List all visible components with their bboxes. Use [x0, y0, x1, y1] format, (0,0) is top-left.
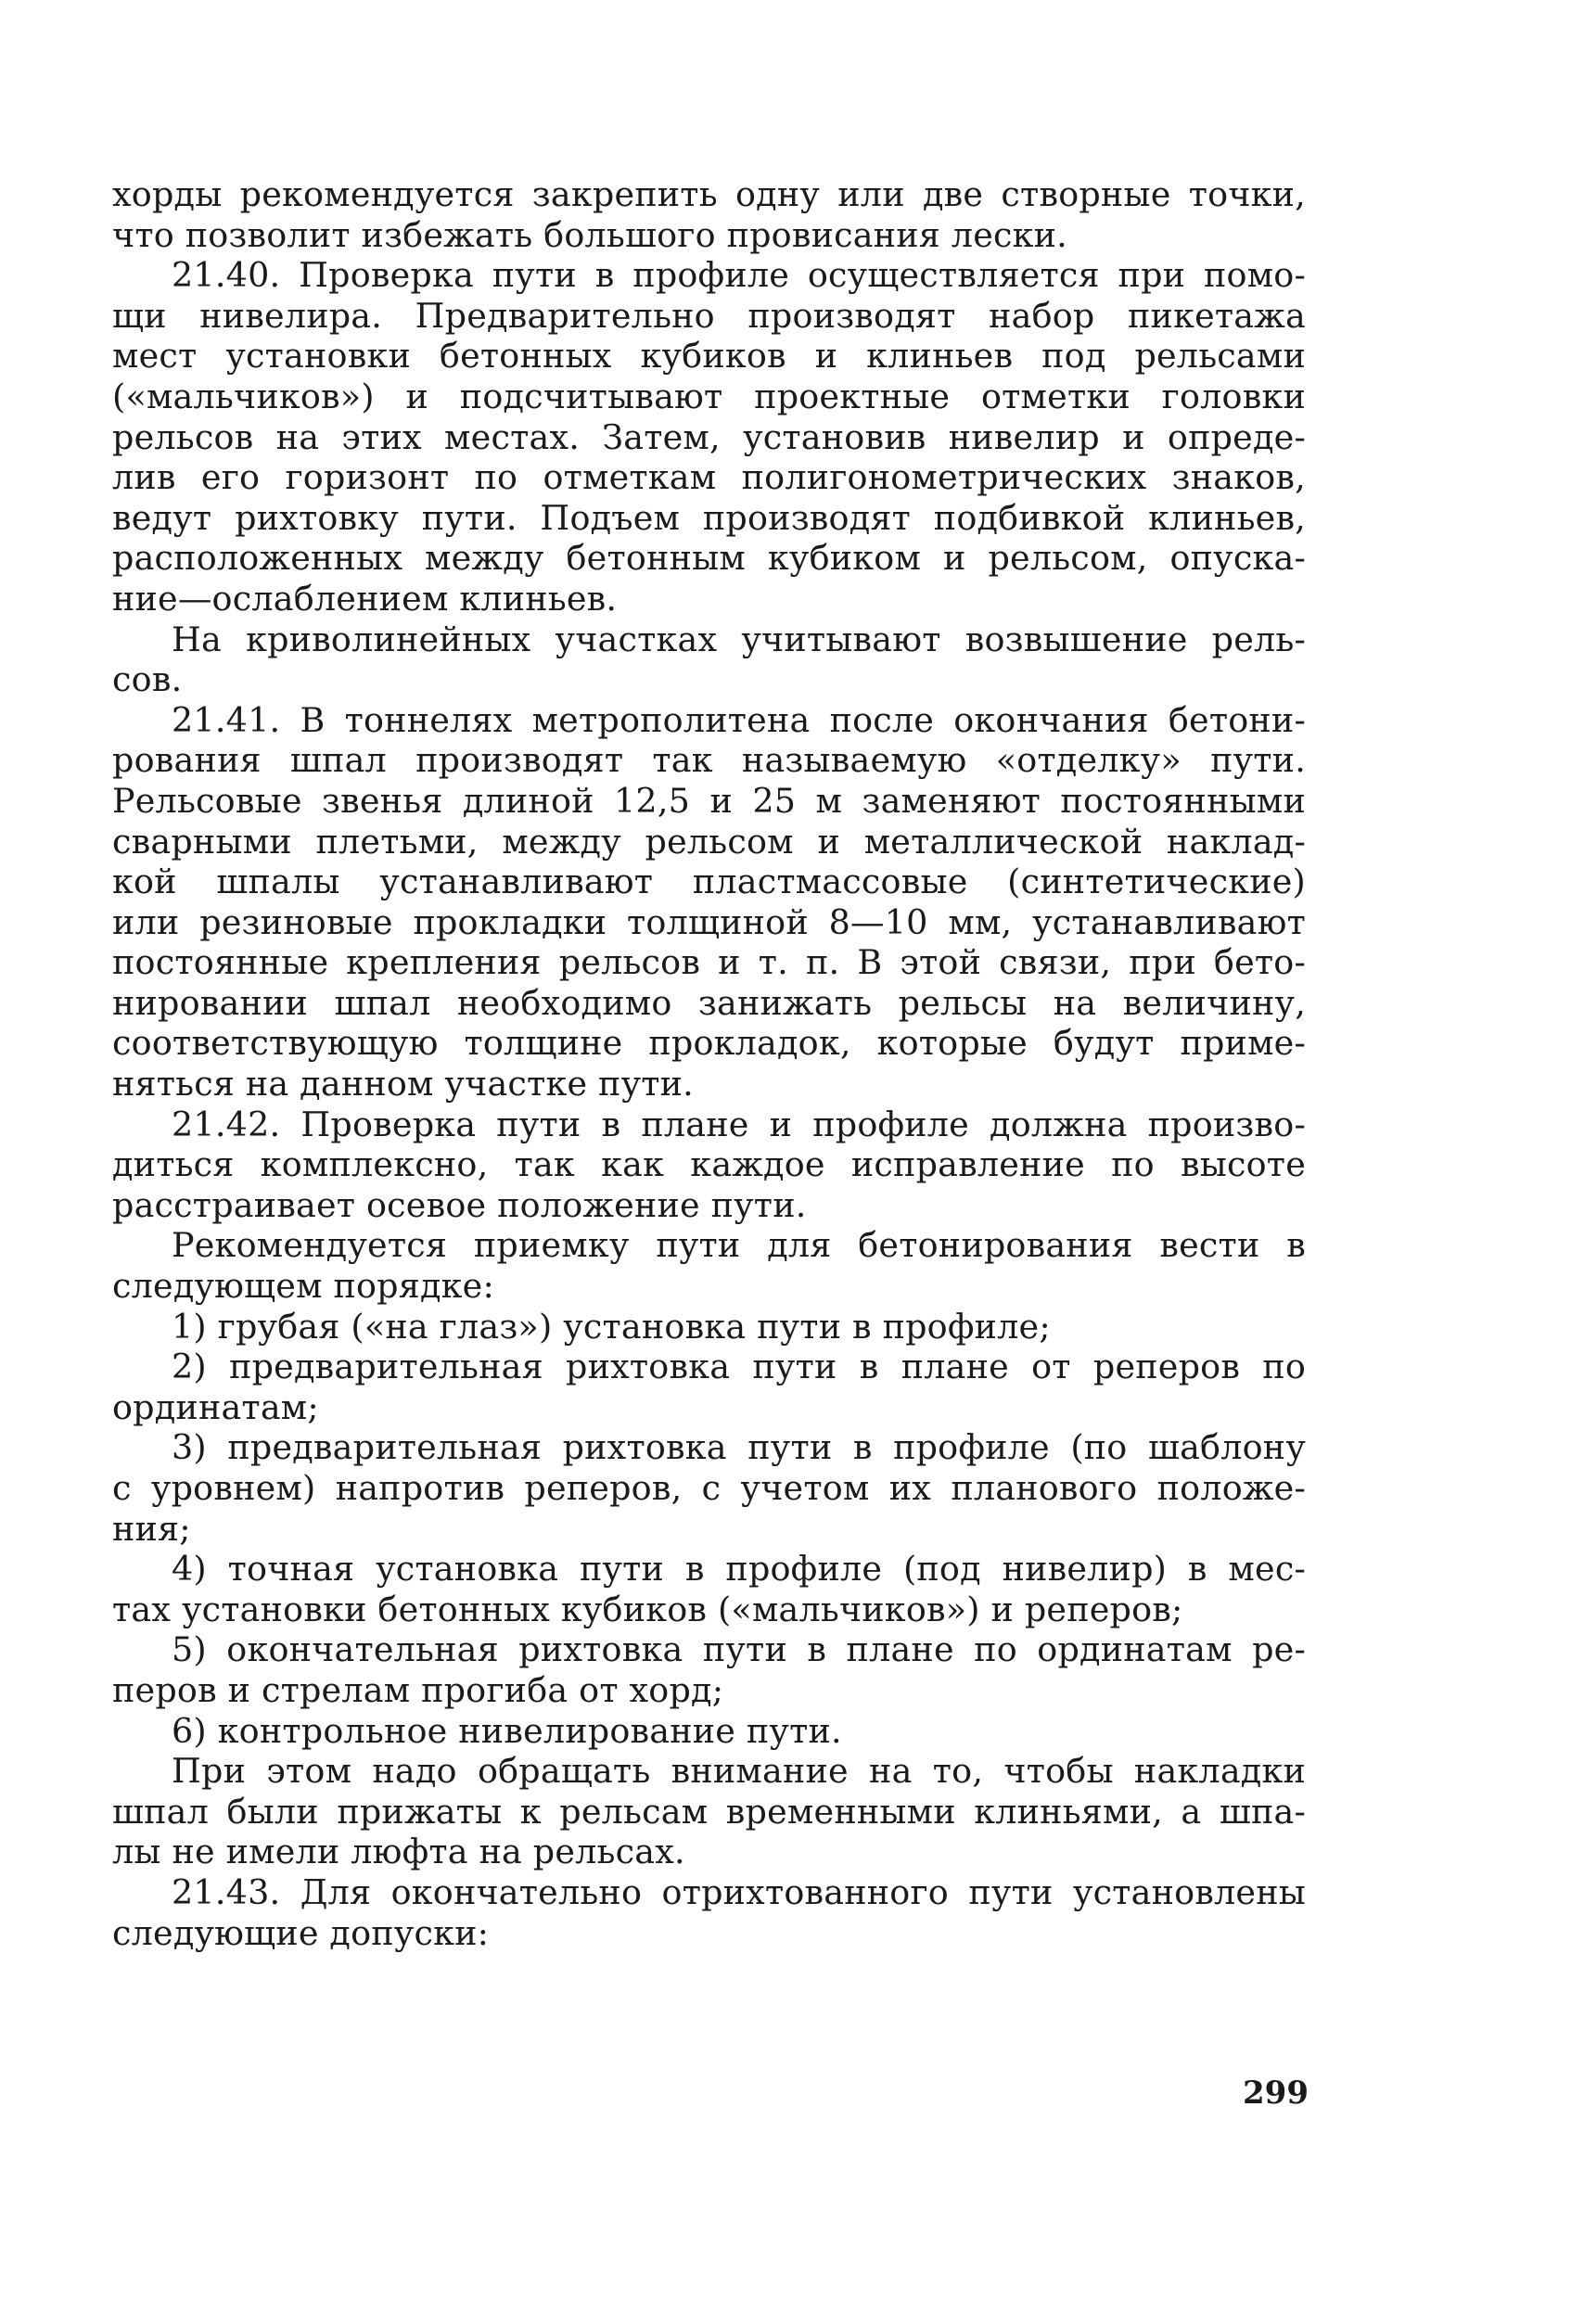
text-line-25: диться комплексно, так как каждое исправление по высоте [112, 1144, 1306, 1185]
text-line-23: няться на данном участке пути. [112, 1064, 694, 1105]
text-line-21: нировании шпал необходимо занижать рельсы на величину, [112, 982, 1306, 1023]
text-line-11: ние—ослаблением клиньев. [112, 578, 618, 619]
text-line-19: или резиновые прокладки толщиной 8—10 мм, устанавливают [112, 901, 1306, 942]
text-line-33: с уровнем) напротив реперов, с учетом их планового положе- [112, 1468, 1306, 1508]
text-line-32: 3) предварительная рихтовка пути в профиле (по шаблону [172, 1427, 1306, 1468]
text-line-29: 1) грубая («на глаз») установка пути в профиле; [172, 1306, 1051, 1347]
text-line-8: лив его горизонт по отметкам полигонометрических знаков, [112, 457, 1306, 498]
text-line-20: постоянные крепления рельсов и т. п. В этой связи, при бето- [112, 942, 1306, 983]
text-line-3: 21.40. Проверка пути в профиле осуществляется при помо- [172, 255, 1306, 296]
text-line-2: что позволит избежать большого провисания лески. [112, 214, 1067, 255]
text-line-41: шпал были прижаты к рельсам временными клиньями, а шпа- [112, 1791, 1306, 1832]
text-line-38: перов и стрелам прогиба от хорд; [112, 1669, 724, 1710]
text-line-43: 21.43. Для окончательно отрихтованного пути установлены [172, 1871, 1306, 1912]
text-line-16: Рельсовые звенья длиной 12,5 и 25 м заменяют постоянными [112, 780, 1306, 821]
text-line-14: 21.41. В тоннелях метрополитена после окончания бетони- [172, 699, 1306, 740]
text-line-6: («мальчиков») и подсчитывают проектные отметки головки [112, 376, 1306, 416]
text-line-17: сварными плетьми, между рельсом и металлической наклад- [112, 821, 1306, 862]
text-line-36: тах установки бетонных кубиков («мальчиков») и реперов; [112, 1589, 1183, 1629]
text-line-22: соответствующую толщине прокладок, которые будут приме- [112, 1023, 1306, 1064]
text-line-7: рельсов на этих местах. Затем, установив нивелир и опреде- [112, 416, 1306, 457]
text-line-35: 4) точная установка пути в профиле (под нивелир) в мес- [172, 1549, 1306, 1590]
text-line-27: Рекомендуется приемку пути для бетонирования вести в [172, 1225, 1306, 1266]
text-line-39: 6) контрольное нивелирование пути. [172, 1710, 842, 1751]
text-line-30: 2) предварительная рихтовка пути в плане от реперов по [172, 1347, 1306, 1387]
text-line-13: сов. [112, 659, 183, 700]
page-number: 299 [1243, 2075, 1309, 2112]
text-line-24: 21.42. Проверка пути в плане и профиле должна произво- [172, 1104, 1306, 1144]
text-line-34: ния; [112, 1508, 191, 1549]
text-line-9: ведут рихтовку пути. Подъем производят подбивкой клиньев, [112, 497, 1306, 538]
text-line-5: мест установки бетонных кубиков и клиньев под рельсами [112, 336, 1306, 377]
text-line-31: ординатам; [112, 1386, 319, 1427]
text-line-42: лы не имели люфта на рельсах. [112, 1832, 685, 1872]
text-line-12: На криволинейных участках учитывают возвышение рель- [172, 619, 1306, 659]
text-line-10: расположенных между бетонным кубиком и рельсом, опуска- [112, 538, 1306, 579]
text-line-1: хорды рекомендуется закрепить одну или две створные точки, [112, 174, 1306, 214]
text-line-4: щи нивелира. Предварительно производят набор пикетажа [112, 295, 1306, 336]
text-line-28: следующем порядке: [112, 1266, 494, 1307]
text-line-44: следующие допуски: [112, 1912, 490, 1953]
text-line-26: расстраивает осевое положение пути. [112, 1184, 807, 1225]
text-line-37: 5) окончательная рихтовка пути в плане по ординатам ре- [172, 1629, 1306, 1670]
page-body [112, 174, 1306, 1953]
text-line-18: кой шпалы устанавливают пластмассовые (синтетические) [112, 862, 1306, 902]
text-line-40: При этом надо обращать внимание на то, чтобы накладки [172, 1751, 1306, 1792]
text-line-15: рования шпал производят так называемую «отделку» пути. [112, 740, 1306, 781]
